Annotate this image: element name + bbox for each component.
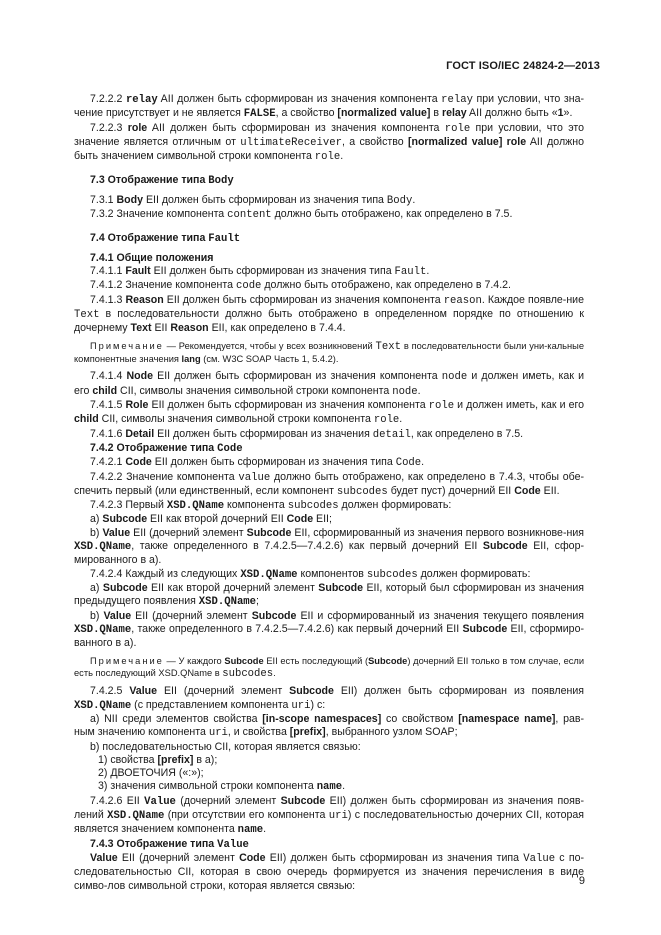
- paragraph-7-4-3: Value EII (дочерний элемент Code EII) должен быть сформирован из значения типа Value с по-следовательностью CII, которая в свою очередь формируется из значения перечисления в виде симво-лов символьной строки, которая является связью:: [74, 851, 584, 892]
- list-subitem-1: 1) свойства [prefix] в а);: [98, 753, 218, 766]
- list-item-7-4-2-3-a: a) Subcode EII как второй дочерний EII Code EII;: [90, 513, 332, 526]
- section-heading-7-3: 7.3 Отображение типа Body: [90, 174, 234, 188]
- paragraph-7-2-2-2: 7.2.2.2 relay AII должен быть сформирован из значения компонента relay при условии, что зна-чение присутствует и не является FALSE, а свойство [normalized value] в relay AII должно быть «1».: [74, 93, 584, 121]
- list-item-7-4-2-3-b: b) Value EII (дочерний элемент Subcode EII, сформированный из значения первого возникнове-ния XSD.QName, также определенного в 7.4.2.5—7.4.2.6) как первый дочерний EII Subcode EII, сфор-мированного в а).: [74, 526, 584, 567]
- paragraph-7-3-2: 7.3.2 Значение компонента content должно быть отображено, как определено в 7.5.: [90, 208, 513, 222]
- list-subitem-2: 2) ДВОЕТОЧИЯ («:»);: [98, 767, 204, 780]
- section-heading-7-4: 7.4 Отображение типа Fault: [90, 232, 241, 246]
- paragraph-7-4-2-6: 7.4.2.6 EII Value (дочерний элемент Subcode EII) должен быть сформирован из значения появ-лений XSD.QName (при отсутствии его компонента uri) с последовательностью дочерних CII, которая является значением компонента name.: [74, 794, 585, 837]
- list-item-7-4-2-5-a: a) NII среди элементов свойства [in-scope namespaces] со свойством [namespace name], рав-ным значению компонента uri, и свойства [prefix], выбранного узлом SOAP;: [74, 712, 585, 740]
- paragraph-7-2-2-3: 7.2.2.3 role AII должен быть сформирован из значения компонента role при условии, что это значение является отличным от ultimateReceiver, а свойство [normalized value] role AII должно быть значением символьной строки компонента role.: [74, 121, 584, 164]
- paragraph-7-4-2-3: 7.4.2.3 Первый XSD.QName компонента subcodes должен формировать:: [90, 499, 452, 513]
- paragraph-7-4-2-2: 7.4.2.2 Значение компонента value должно быть отображено, как определено в 7.4.3, чтобы обе-спечить первый (или единственный, если компонент subcodes будет пуст) дочерний EII Code EII.: [74, 470, 584, 498]
- paragraph-7-4-2-4: 7.4.2.4 Каждый из следующих XSD.QName компонентов subcodes должен формировать:: [90, 567, 531, 581]
- list-item-7-4-2-4-a: a) Subcode EII как второй дочерний элемент Subcode EII, который был сформирован из значения предыдущего появления XSD.QName;: [74, 581, 584, 609]
- paragraph-7-4-1-5: 7.4.1.5 Role EII должен быть сформирован из значения компонента role и должен иметь, как и его child CII, символы значения символьной строки компонента role.: [74, 399, 585, 427]
- section-heading-7-4-2: 7.4.2 Отображение типа Code: [90, 441, 243, 455]
- paragraph-7-4-2-5: 7.4.2.5 Value EII (дочерний элемент Subcode EII) должен быть сформирован из появления XSD.QName (с представлением компонента uri) с:: [74, 685, 584, 712]
- paragraph-7-4-2-1: 7.4.2.1 Code EII должен быть сформирован из значения типа Code.: [90, 456, 425, 470]
- paragraph-7-4-1-3: 7.4.1.3 Reason EII должен быть сформирован из значения компонента reason. Каждое появле-ние Text в последовательности должно быть отображено в определенном порядке по отношению к дочернему Text EII Reason EII, как определено в 7.4.4.: [74, 293, 584, 335]
- document-code-header: ГОСТ ISO/IEC 24824-2—2013: [446, 60, 600, 72]
- note-text-lang: Примечание — Рекомендуется, чтобы у всех возникновений Text в последовательности были уни-кальные компонентные значения lang (см. W3C SOAP Часть 1, 5.4.2).: [74, 341, 584, 365]
- page-number: 9: [578, 875, 585, 887]
- section-heading-7-4-1: 7.4.1 Общие положения: [90, 251, 214, 264]
- note-subcode: Примечание — У каждого Subcode EII есть последующий (Subcode) дочерний EII только в том случае, если есть последующий XSD.QName в subcodes.: [74, 656, 585, 681]
- list-item-7-4-2-5-b: b) последовательностью CII, которая является связью:: [90, 740, 361, 753]
- list-subitem-3: 3) значения символьной строки компонента name.: [98, 780, 346, 794]
- paragraph-7-4-1-6: 7.4.1.6 Detail EII должен быть сформирован из значения detail, как определено в 7.5.: [90, 427, 524, 441]
- paragraph-7-4-1-4: 7.4.1.4 Node EII должен быть сформирован из значения компонента node и должен иметь, как и его child CII, символы значения символьной строки компонента node.: [74, 370, 585, 398]
- document-body: [74, 93, 584, 893]
- section-heading-7-4-3: 7.4.3 Отображение типа Value: [90, 837, 249, 851]
- paragraph-7-4-1-2: 7.4.1.2 Значение компонента code должно быть отображено, как определено в 7.4.2.: [90, 279, 511, 293]
- list-item-7-4-2-4-b: b) Value EII (дочерний элемент Subcode EII и сформированный из значения текущего появления XSD.QName, также определенного в 7.4.2.5—7.4.2.6) как первый дочерний EII Subcode EII, сформиро-ванного в а).: [74, 609, 584, 650]
- paragraph-7-3-1: 7.3.1 Body EII должен быть сформирован из значения типа Body.: [90, 193, 416, 207]
- paragraph-7-4-1-1: 7.4.1.1 Fault EII должен быть сформирован из значения типа Fault.: [90, 264, 430, 278]
